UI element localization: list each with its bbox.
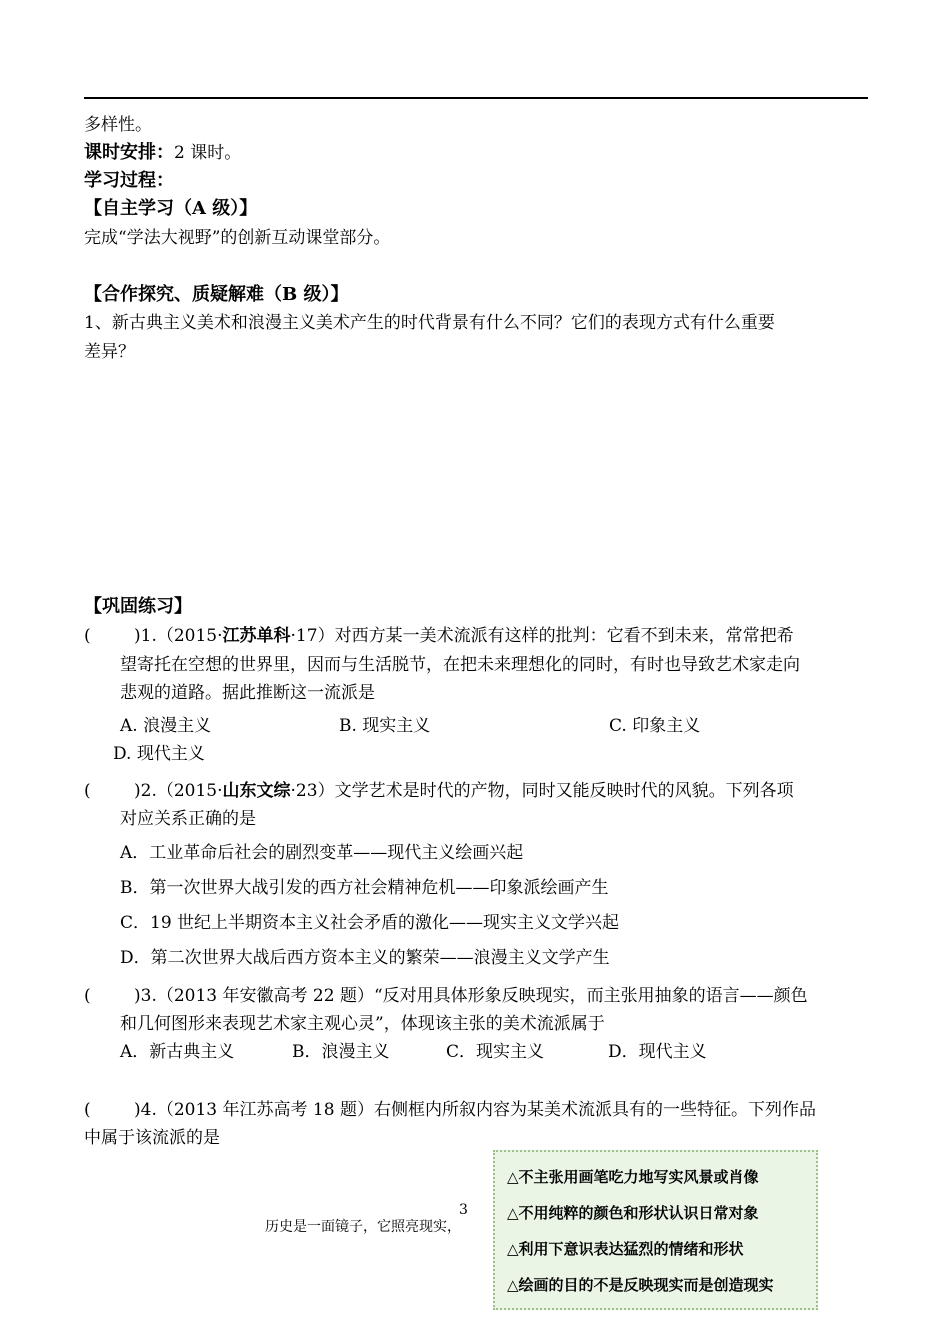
- feature-item-1: △不主张用画笔吃力地写实风景或肖像: [507, 1168, 759, 1186]
- practice-title: 【巩固练习】: [84, 596, 192, 617]
- schedule-label: 课时安排：: [84, 142, 174, 163]
- schedule-line: [84, 143, 241, 163]
- q3-option-c: C．现实主义: [446, 1042, 545, 1062]
- q2-paren: (: [84, 781, 91, 801]
- q3-paren: (: [84, 986, 91, 1006]
- q4-line1: )4.（2013 年江苏高考 18 题）右侧框内所叙内容为某美术流派具有的一些特征。下列作品: [134, 1100, 816, 1120]
- section-a-text: 完成“学法大视野”的创新互动课堂部分。: [84, 228, 391, 248]
- q1-option-c: C. 印象主义: [609, 716, 701, 736]
- q1-option-a: A. 浪漫主义: [120, 716, 212, 736]
- q1-line2: 望寄托在空想的世界里，因而与生活脱节，在把未来理想化的同时，有时也导致艺术家走向: [120, 655, 800, 675]
- intro-line: 多样性。: [84, 115, 152, 135]
- q2-option-b: B．第一次世界大战引发的西方社会精神危机——印象派绘画产生: [120, 878, 609, 898]
- header-rule: [84, 97, 868, 99]
- q2-suffix: ·23）文学艺术是时代的产物，同时又能反映时代的风貌。下列各项: [290, 781, 794, 801]
- q4-line2: 中属于该流派的是: [84, 1128, 220, 1148]
- feature-box: [493, 1150, 818, 1310]
- q2-option-c: C．19 世纪上半期资本主义社会矛盾的激化——现实主义文学兴起: [120, 913, 620, 933]
- q3-option-a: A．新古典主义: [120, 1042, 235, 1062]
- q1-paren: (: [84, 626, 91, 646]
- q2-dot: ·: [217, 781, 223, 801]
- q1-line1: [134, 626, 794, 646]
- q3-line2: 和几何图形来表现艺术家主观心灵”，体现该主张的美术流派属于: [120, 1014, 605, 1034]
- q3-option-d: D．现代主义: [608, 1042, 707, 1062]
- q2-source: 山东文综: [222, 781, 291, 801]
- q2-line2: 对应关系正确的是: [120, 809, 256, 829]
- q1-prefix: )1.（2015: [134, 626, 218, 646]
- section-b-q1-line1: 1、新古典主义美术和浪漫主义美术产生的时代背景有什么不同？它们的表现方式有什么重要: [84, 313, 775, 333]
- process-label: 学习过程：: [84, 170, 174, 191]
- q1-suffix: ·17）对西方某一美术流派有这样的批判：它看不到未来，常常把希: [290, 626, 794, 646]
- q2-option-a: A．工业革命后社会的剧烈变革——现代主义绘画兴起: [120, 843, 524, 863]
- schedule-value: 2 课时。: [174, 143, 242, 163]
- section-b-q1-line2: 差异？: [84, 342, 135, 362]
- section-a-title: 【自主学习（A 级）】: [84, 198, 258, 219]
- footer-motto: 历史是一面镜子，它照亮现实，: [265, 1219, 461, 1235]
- feature-item-4: △绘画的目的不是反映现实而是创造现实: [507, 1276, 774, 1294]
- q1-line3: 悲观的道路。据此推断这一流派是: [120, 683, 375, 703]
- q2-prefix: )2.（2015: [134, 781, 218, 801]
- q1-option-d: D. 现代主义: [113, 744, 205, 764]
- feature-item-2: △不用纯粹的颜色和形状认识日常对象: [507, 1204, 759, 1222]
- q3-line1: )3.（2013 年安徽高考 22 题）“反对用具体形象反映现实，而主张用抽象的语言——颜色: [134, 986, 808, 1006]
- q2-option-d: D．第二次世界大战后西方资本主义的繁荣——浪漫主义文学产生: [120, 948, 610, 968]
- q1-option-b: B. 现实主义: [339, 716, 431, 736]
- q2-line1: [134, 781, 794, 801]
- q1-source: 江苏单科: [222, 626, 291, 646]
- page-number: 3: [459, 1202, 468, 1218]
- feature-item-3: △利用下意识表达猛烈的情绪和形状: [507, 1240, 744, 1258]
- q3-option-b: B．浪漫主义: [292, 1042, 390, 1062]
- q4-paren: (: [84, 1100, 91, 1120]
- section-b-title: 【合作探究、质疑解难（B 级）】: [84, 284, 349, 305]
- q1-dot: ·: [217, 626, 223, 646]
